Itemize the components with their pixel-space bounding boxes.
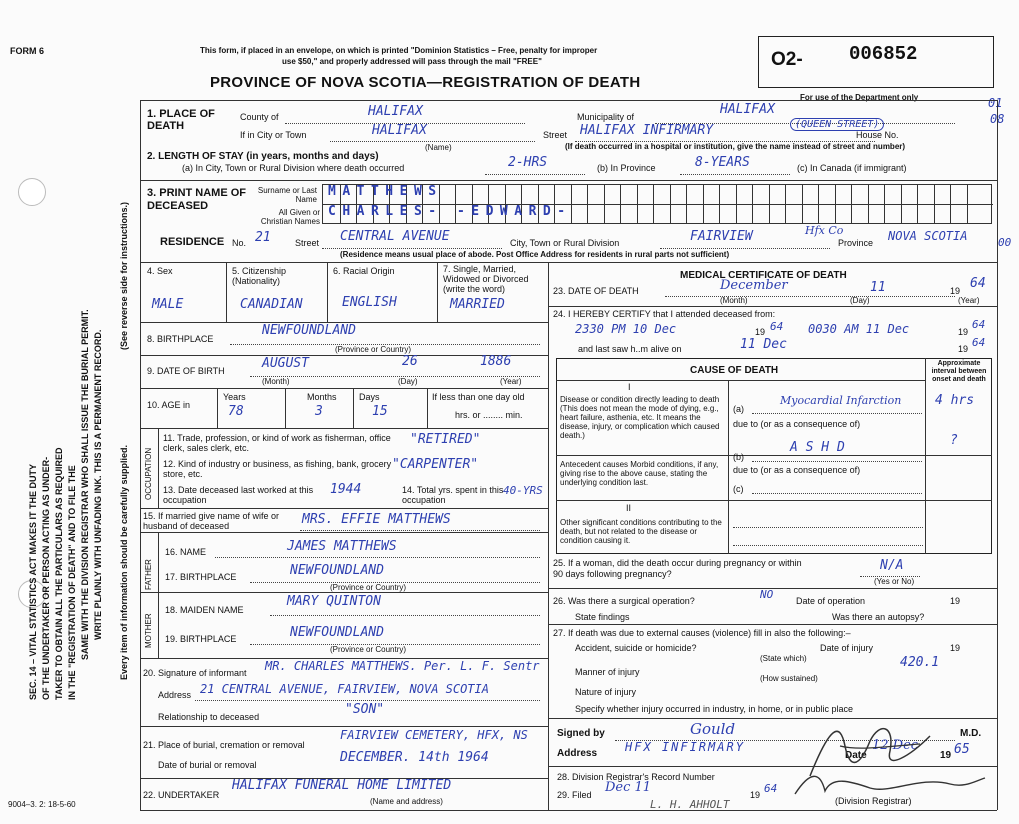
county-label: County of [240, 112, 279, 122]
divider-1 [140, 180, 997, 181]
sex-label: 4. Sex [147, 266, 173, 276]
res-street-value: CENTRAL AVENUE [340, 229, 450, 244]
death-day-value: 11 [870, 280, 886, 295]
death-month-sub: (Month) [720, 296, 748, 305]
divider-11 [140, 726, 548, 727]
q12-label: 12. Kind of industry or business, as fishing, bank, grocery store, etc. [163, 459, 392, 479]
cause-b-label: (b) [733, 452, 744, 462]
stay-a-label: (a) In City, Town or Rural Division where death occurred [182, 163, 405, 173]
frame-right [997, 100, 998, 810]
q19-label: 19. BIRTHPLACE [165, 634, 237, 644]
mother-vertical-label: MOTHER [144, 613, 153, 648]
notice-line-1: This form, if placed in an envelope, on which is printed "Dominion Statistics – Free, penalty for improper [200, 46, 598, 55]
name-grid-cell [554, 185, 555, 204]
name-grid-cell [967, 185, 968, 204]
name-grid-cell [455, 185, 456, 204]
name-grid-cell [901, 185, 902, 204]
relationship-label: Relationship to deceased [158, 712, 260, 722]
other-line-1 [733, 527, 923, 528]
age-div-3 [353, 388, 354, 428]
name-grid-cell [653, 185, 654, 204]
death-date-value: December [720, 278, 788, 293]
name-grid-cell [736, 205, 737, 224]
informant-address-line [195, 700, 540, 701]
yes-no-sub: (Yes or No) [874, 577, 915, 586]
q24-label: 24. I HEREBY CERTIFY that I attended deceased from: [553, 309, 776, 319]
divider-9 [140, 592, 548, 593]
registrar-value: L. H. AHHOLT [650, 798, 730, 811]
date-op-19: 19 [950, 596, 961, 606]
attended-from-value: 2330 PM 10 Dec [575, 322, 677, 336]
name-grid-cell [604, 205, 605, 224]
other-sig-label: Other significant conditions contributing to the death, but not related to the disease or condition causing it. [560, 518, 722, 545]
name-grid-cell [538, 185, 539, 204]
name-grid-cell [917, 185, 918, 204]
res-province-label: Province [838, 238, 874, 248]
due-to-2: due to (or as a consequence of) [733, 465, 861, 475]
res-division-line [660, 248, 830, 249]
name-grid-cell [670, 185, 671, 204]
name-grid-cell [670, 205, 671, 224]
q13-label: 13. Date deceased last worked at this occupation [163, 485, 314, 505]
last-saw-value: 11 Dec [740, 337, 787, 352]
stay-b-label: (b) In Province [597, 163, 656, 173]
dept-code-1: 01 [988, 96, 1003, 110]
birthplace-label: 8. BIRTHPLACE [147, 334, 214, 344]
name-grid-cell [752, 205, 753, 224]
interval-label: Approximate interval between onset and death [931, 360, 987, 383]
autopsy-label: Was there an autopsy? [832, 612, 925, 622]
attended-from-year: 64 [770, 320, 784, 333]
name-grid-cell [884, 185, 885, 204]
mother-birthplace-sub: (Province or Country) [330, 645, 407, 654]
stay-a-line [485, 174, 585, 175]
name-grid-cell [769, 185, 770, 204]
residence-note: (Residence means usual place of abode. Post Office Address for residents in rural parts not sufficient) [340, 250, 730, 259]
med-address-value: HFX INFIRMARY [625, 740, 745, 754]
q11-label: 11. Trade, profession, or kind of work as fisherman, office clerk, sales clerk, etc. [163, 433, 391, 453]
frame-bottom [140, 810, 997, 811]
manner-code-value: 420.1 [900, 655, 940, 670]
father-birthplace-value: NEWFOUNDLAND [290, 563, 384, 578]
cause-b-line [752, 461, 922, 462]
city-value: HALIFAX [372, 123, 427, 138]
interval-a-value: 4 hrs [935, 393, 975, 408]
cause-header-line [556, 380, 925, 381]
other-line-2 [733, 545, 923, 546]
state-which-sub: (State which) [760, 654, 807, 663]
attended-to-value: 0030 AM 11 Dec [808, 322, 910, 336]
age-div-4 [427, 388, 428, 428]
filed-year-value: 64 [764, 782, 778, 795]
hospital-note: (If death occurred in a hospital or institution, give the name instead of street and number) [565, 142, 906, 151]
date-label: Date [845, 750, 867, 761]
city-name-sub: (Name) [425, 143, 452, 152]
div-reg-sub: (Division Registrar) [835, 796, 912, 806]
signed-by-value: Gould [690, 720, 736, 738]
mother-side [158, 592, 159, 658]
given-label: All Given or Christian Names [260, 208, 320, 226]
undertaker-value: HALIFAX FUNERAL HOME LIMITED [232, 778, 452, 793]
birth-month-value: AUGUST [262, 356, 309, 371]
cause-c-label: (c) [733, 484, 744, 494]
occupation-vertical-label: OCCUPATION [144, 447, 153, 500]
death-year-prefix: 19 [950, 286, 961, 296]
sex-value: MALE [152, 297, 184, 312]
name-grid-cell [835, 205, 836, 224]
last-worked-value: 1944 [330, 482, 362, 497]
age-years-value: 78 [228, 404, 244, 419]
form-title: PROVINCE OF NOVA SCOTIA—REGISTRATION OF DEATH [210, 74, 641, 91]
hrs-min-label: hrs. or ........ min. [455, 410, 523, 420]
res-codes: 00 [998, 236, 1012, 249]
name-grid-cell [686, 185, 687, 204]
birthplace-sub: (Province or Country) [335, 345, 412, 354]
name-grid-cell [917, 205, 918, 224]
col-4-5 [226, 262, 227, 322]
father-name-value: JAMES MATTHEWS [287, 539, 397, 554]
spouse-line [300, 530, 540, 531]
city-line [330, 141, 535, 142]
side-instruction-1: SEC. 14 – VITAL STATISTICS ACT MAKES IT THE DUTY [28, 463, 38, 700]
cause-a-line [752, 413, 922, 414]
name-grid-cell [851, 205, 852, 224]
med-address-label: Address [557, 748, 598, 759]
disease-note: Disease or condition directly leading to death (This does not mean the mode of dying, e.g., heart failure, asthenia, etc. It means the disease, injury, or complication which caused death.) [560, 395, 720, 440]
roman-2: II [626, 503, 632, 513]
age-months-value: 3 [315, 404, 323, 419]
last-saw-label: and last saw h..m alive on [578, 344, 682, 354]
last-saw-19: 19 [958, 344, 969, 354]
marital-label: 7. Single, Married, Widowed or Divorced (write the word) [443, 264, 529, 294]
place-of-death-label: 1. PLACE OF DEATH [147, 108, 215, 132]
surname-value[interactable]: MATTHEWS [328, 184, 443, 199]
name-grid-cell [472, 185, 473, 204]
nature-label: Nature of injury [575, 687, 637, 697]
burial-place-value: FAIRVIEW CEMETERY, HFX, NS [340, 728, 528, 742]
q27-label: 27. If death was due to external causes (violence) fill in also the following:– [553, 628, 851, 638]
undertaker-sub: (Name and address) [370, 797, 443, 806]
cause-lower-line [556, 500, 992, 501]
name-grid-cell [934, 185, 935, 204]
q25-label: 25. If a woman, did the death occur during pregnancy or within 90 days following pregnancy? [553, 558, 802, 579]
age-div-2 [285, 388, 286, 428]
cause-title: CAUSE OF DEATH [690, 365, 779, 376]
registration-number-box [758, 36, 994, 88]
name-grid-cell [901, 205, 902, 224]
name-grid-cell [505, 185, 506, 204]
death-year-sub: (Year) [958, 296, 980, 305]
name-grid-cell [587, 185, 588, 204]
house-no-label: House No. [856, 130, 899, 140]
registration-number: 006852 [849, 43, 918, 65]
name-grid-cell [571, 185, 572, 204]
date-injury-label: Date of injury [820, 643, 874, 653]
frame-left [140, 100, 141, 810]
municipality-value: HALIFAX [720, 102, 775, 117]
res-division-label: City, Town or Rural Division [510, 238, 620, 248]
name-grid-cell [851, 185, 852, 204]
informant-address-value: 21 CENTRAL AVENUE, FAIRVIEW, NOVA SCOTIA [200, 682, 489, 696]
mother-maiden-value: MARY QUINTON [287, 594, 381, 609]
father-vertical-label: FATHER [144, 559, 153, 590]
name-grid-cell [587, 205, 588, 224]
name-grid-cell [620, 205, 621, 224]
years-label: Years [223, 392, 246, 402]
cause-b-value: A S H D [790, 440, 845, 455]
name-grid-cell [653, 205, 654, 224]
name-grid-cell [818, 205, 819, 224]
mother-birthplace-value: NEWFOUNDLAND [290, 625, 384, 640]
stay-a-value: 2-HRS [508, 155, 548, 170]
marital-value: MARRIED [450, 297, 505, 312]
dob-line [250, 376, 540, 377]
med-date-19: 19 [940, 750, 952, 761]
name-grid-cell [868, 205, 869, 224]
age-label: 10. AGE in [147, 400, 191, 410]
age-div-1 [217, 388, 218, 428]
res-note-value: Hfx Co [805, 224, 844, 237]
death-date-line [665, 296, 955, 297]
surname-label: Surname or Last Name [257, 186, 317, 204]
name-grid-cell [686, 205, 687, 224]
q28-label: 28. Division Registrar's Record Number [557, 772, 715, 782]
med-date-value: 12 Dec [872, 738, 919, 753]
accident-label: Accident, suicide or homicide? [575, 643, 697, 653]
med-divider-1 [548, 306, 997, 307]
name-grid-cell [950, 205, 951, 224]
citizenship-label: 5. Citizenship (Nationality) [232, 266, 287, 286]
cause-a-value: Myocardial Infarction [780, 394, 902, 407]
side-instruction-7: (See reverse side for instructions.) [119, 201, 129, 350]
street-note-value: (QUEEN STREET) [790, 118, 884, 131]
interval-b-value: ? [950, 433, 958, 448]
dept-code-2: 08 [990, 112, 1005, 126]
date-op-label: Date of operation [796, 596, 866, 606]
res-no-label: No. [232, 238, 247, 248]
name-grid-cell [802, 205, 803, 224]
name-grid-cell [521, 185, 522, 204]
street-label: Street [543, 130, 568, 140]
filed-19: 19 [750, 790, 761, 800]
q23-label: 23. DATE OF DEATH [553, 286, 639, 296]
stay-b-value: 8-YEARS [695, 155, 750, 170]
birth-day-value: 26 [402, 354, 418, 369]
name-grid-cell [835, 185, 836, 204]
dob-label: 9. DATE OF BIRTH [147, 366, 225, 376]
name-grid-cell [802, 185, 803, 204]
stay-b-line [680, 174, 790, 175]
industry-value: "CARPENTER" [392, 457, 479, 472]
mother-maiden-line [270, 615, 540, 616]
md-label: M.D. [960, 728, 982, 739]
name-grid-cell [769, 205, 770, 224]
side-instruction-4: IN THE "REGISTRATION OF DEATH" AND TO FILE THE [67, 465, 77, 700]
pregnancy-value: N/A [880, 558, 904, 573]
burial-date-value: DECEMBER. 14th 1964 [340, 750, 489, 765]
divider-7 [140, 508, 548, 509]
citizenship-value: CANADIAN [240, 297, 303, 312]
name-grid-cell [620, 185, 621, 204]
name-grid-cell [703, 185, 704, 204]
name-grid-cell [604, 185, 605, 204]
informant-address-label: Address [158, 690, 192, 700]
print-name-label: 3. PRINT NAME OF DECEASED [147, 187, 247, 212]
birth-year-value: 1886 [480, 354, 512, 369]
age-days-value: 15 [372, 404, 388, 419]
father-birthplace-sub: (Province or Country) [330, 583, 407, 592]
q14-label: 14. Total yrs. spent in this occupation [402, 485, 504, 505]
q22-label: 22. UNDERTAKER [143, 790, 220, 800]
side-instruction-8: Every item of information should be carefully supplied. [119, 444, 129, 680]
attended-to-year: 64 [972, 318, 986, 331]
residence-label: RESIDENCE [160, 236, 225, 248]
less-than-day-label: If less than one day old [432, 392, 525, 402]
form-code: 9004–3. 2: 18-5-60 [8, 800, 76, 809]
father-name-line [215, 557, 540, 558]
name-grid-cell [752, 185, 753, 204]
q29-label: 29. Filed [557, 790, 592, 800]
last-saw-year: 64 [972, 336, 986, 349]
spouse-value: MRS. EFFIE MATTHEWS [302, 512, 451, 527]
med-cert-title: MEDICAL CERTIFICATE OF DEATH [680, 270, 847, 281]
q21-label: 21. Place of burial, cremation or removal [143, 740, 305, 750]
col-5-6 [327, 262, 328, 322]
name-grid-cell [785, 185, 786, 204]
occupation-side [158, 428, 159, 508]
death-day-sub: (Day) [850, 296, 870, 305]
med-divider-3 [548, 624, 997, 625]
given-value[interactable]: CHARLES- -EDWARD- [328, 204, 572, 219]
q26-label: 26. Was there a surgical operation? [553, 596, 695, 606]
punch-hole-top [18, 178, 46, 206]
name-grid-cell [703, 205, 704, 224]
racial-value: ENGLISH [342, 295, 397, 310]
name-grid-cell [719, 205, 720, 224]
manner-label: Manner of injury [575, 667, 640, 677]
dob-day-sub: (Day) [398, 377, 418, 386]
name-grid-cell [818, 185, 819, 204]
county-value: HALIFAX [368, 104, 423, 119]
informant-value: MR. CHARLES MATTHEWS. Per. L. F. Sentr [265, 659, 540, 673]
attended-to-19: 19 [958, 327, 969, 337]
name-grid-cell [967, 205, 968, 224]
name-grid-cell [884, 205, 885, 224]
col-6-7 [437, 262, 438, 322]
street-value: HALIFAX INFIRMARY [580, 123, 714, 138]
q15-label: 15. If married give name of wife or husband of deceased [143, 511, 280, 531]
dept-use-label: For use of the Department only [800, 93, 919, 102]
q16-label: 16. NAME [165, 547, 207, 557]
q17-label: 17. BIRTHPLACE [165, 572, 237, 582]
days-label: Days [359, 392, 380, 402]
date-burial-label: Date of burial or removal [158, 760, 257, 770]
registration-prefix: O2- [771, 49, 803, 70]
q20-label: 20. Signature of informant [143, 668, 247, 678]
racial-label: 6. Racial Origin [333, 266, 395, 276]
surgical-value: NO [760, 588, 774, 601]
name-grid-cell [488, 185, 489, 204]
death-year-value: 64 [970, 276, 986, 291]
stay-c-label: (c) In Canada (if immigrant) [797, 163, 907, 173]
cause-div-interval [925, 358, 926, 554]
name-grid-cell [637, 205, 638, 224]
form-number: FORM 6 [10, 46, 45, 56]
frame-top [140, 100, 997, 101]
name-grid-cell [719, 185, 720, 204]
signed-by-label: Signed by [557, 728, 605, 739]
side-instruction-6: WRITE PLAINLY WITH UNFADING INK. THIS IS A PERMANENT RECORD. [93, 329, 103, 640]
attended-from-19: 19 [755, 327, 766, 337]
side-instruction-3: TAKER TO OBTAIN ALL THE PARTICULARS AS REQUIRED [54, 447, 64, 700]
total-years-value: 40-YRS [503, 484, 543, 497]
side-instruction-5: SAME WITH THE DIVISION REGISTRAR WHO SHALL ISSUE THE BURIAL PERMIT. [80, 309, 90, 660]
date-injury-19: 19 [950, 643, 961, 653]
cause-mid-line [556, 455, 992, 456]
name-grid-cell [637, 185, 638, 204]
cause-a-label: (a) [733, 404, 744, 414]
divider-2 [140, 262, 997, 263]
birthplace-value: NEWFOUNDLAND [262, 323, 356, 338]
q18-label: 18. MAIDEN NAME [165, 605, 244, 615]
dob-month-sub: (Month) [262, 377, 290, 386]
due-to-1: due to (or as a consequence of) [733, 419, 861, 429]
divider-6 [140, 428, 548, 429]
name-grid-cell [785, 205, 786, 224]
med-year-value: 65 [954, 742, 970, 757]
notice-line-2: use $50," and properly addressed will pass through the mail "FREE" [282, 57, 542, 66]
roman-1: I [628, 382, 631, 392]
res-street-label: Street [295, 238, 320, 248]
father-side [158, 532, 159, 592]
months-label: Months [307, 392, 337, 402]
column-divider [548, 262, 549, 810]
municipality-label: Municipality of [577, 112, 635, 122]
name-grid-cell [868, 185, 869, 204]
cause-div-label [728, 380, 729, 554]
name-grid-cell [950, 185, 951, 204]
filed-value: Dec 11 [605, 780, 652, 795]
trade-value: "RETIRED" [410, 432, 481, 447]
divider-5 [140, 388, 548, 389]
city-label: If in City or Town [240, 130, 307, 140]
divider-8 [140, 532, 548, 533]
name-grid-cell [736, 185, 737, 204]
dob-year-sub: (Year) [500, 377, 522, 386]
relationship-value: "SON" [345, 702, 385, 717]
res-division-value: FAIRVIEW [690, 229, 753, 244]
specify-label: Specify whether injury occurred in industry, in home, or in public place [575, 704, 853, 714]
side-instruction-2: OF THE UNDERTAKER OR PERSON ACTING AS UNDER- [41, 456, 51, 700]
cause-c-line [752, 493, 922, 494]
antecedent-label: Antecedent causes Morbid conditions, if any, giving rise to the above cause, stating the underlying condition last. [560, 460, 719, 487]
state-findings-label: State findings [575, 612, 630, 622]
how-sustained-sub: (How sustained) [760, 674, 818, 683]
registrar-signature [790, 766, 990, 800]
res-no-value: 21 [255, 230, 271, 245]
length-of-stay-label: 2. LENGTH OF STAY (in years, months and days) [147, 151, 379, 162]
name-grid-cell [934, 205, 935, 224]
res-street-line [322, 248, 502, 249]
res-province-value: NOVA SCOTIA [888, 229, 968, 243]
